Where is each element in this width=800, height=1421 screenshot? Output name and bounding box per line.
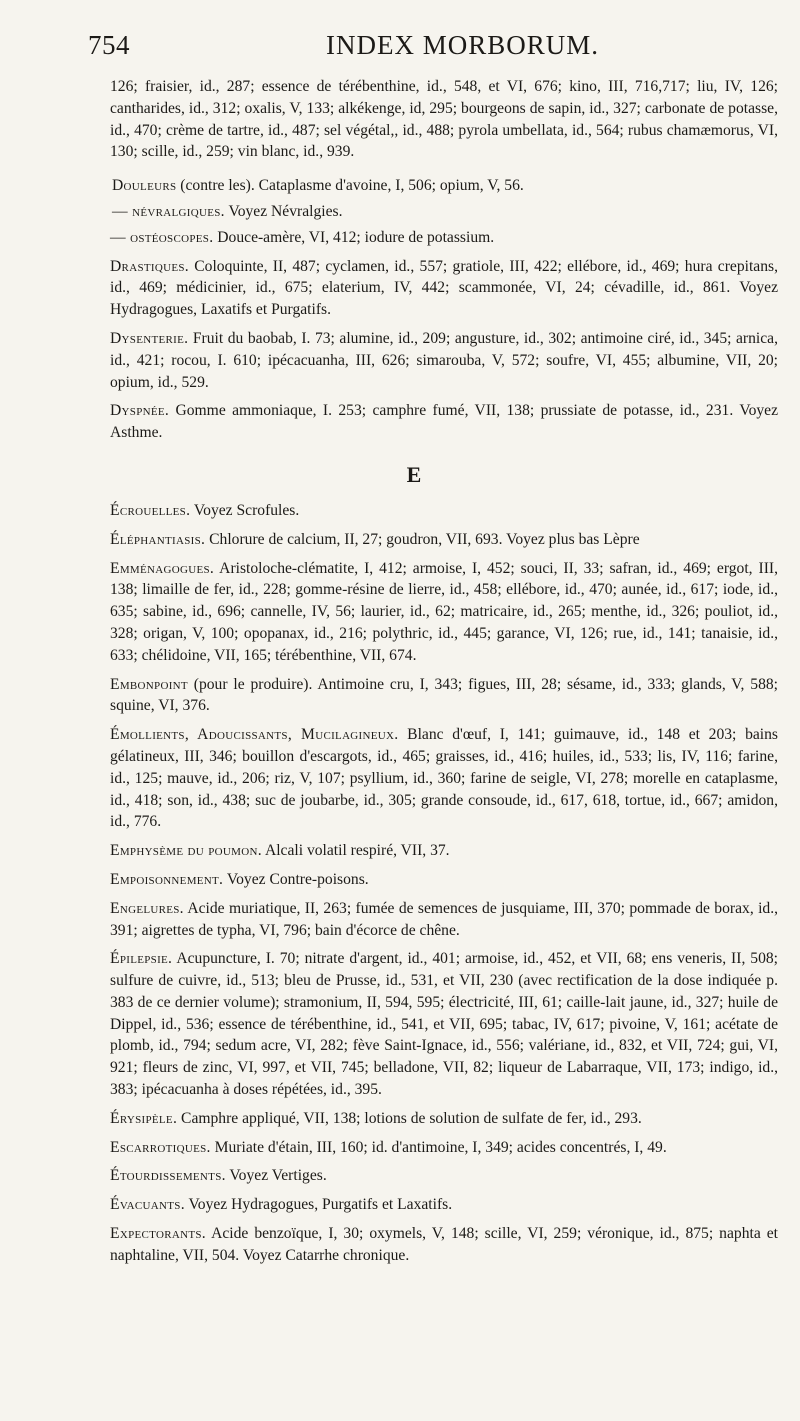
entry-text: Fruit du baobab, I. 73; alumine, id., 209; angusture, id., 302; antimoine ciré, id., 345; arnica, id., 421; rocou, I. 610; ipécacuanha, III, 626; simarouba, V, 572; soufre, VI, 455; albumine, VII, 20; opium, id., 529. bbox=[110, 329, 778, 391]
entry-text: (pour le produire). Antimoine cru, I, 343; figues, III, 28; sésame, id., 333; glands, V, 588; squine, VI, 376. bbox=[110, 675, 778, 715]
entry-text: Gomme ammoniaque, I. 253; camphre fumé, VII, 138; prussiate de potasse, id., 231. Voyez Asthme. bbox=[110, 402, 778, 442]
index-entry bbox=[110, 1194, 778, 1216]
entry-text: Douce-amère, VI, 412; iodure de potassium. bbox=[213, 228, 495, 246]
index-entry: 126; fraisier, id., 287; essence de térébenthine, id., 548, et VI, 676; kino, III, 716,717; liu, IV, 126; cantharides, id., 312; oxalis, V, 133; alkékenge, id, 295; bourgeons de sapin, id., 327; carbonate de potasse, id., 470; crème de tartre, id., 487; sel végétal,, id., 488; pyrola umbellata, id., 564; rubus chamæmorus, VI, 130; scille, id., 259; vin blanc, id., 939. bbox=[110, 78, 778, 161]
entry-heading: Dyspnée. bbox=[110, 402, 170, 420]
entry-text: Blanc d'œuf, I, 141; guimauve, id., 148 et 203; bains gélatineux, III, 346; bouillon d'escargots, id., 465; graisses, id., 416; huiles, id., 533; lis, IV, 116; farine, id., 125; mauve, id., 206; riz, V, 107; psyllium, id., 360; farine de seigle, VI, 278; morelle en cataplasme, id., 418; son, id., 438; suc de joubarbe, id., 305; grande consoude, id., 617, 618, tortue, id., 667; amidon, id., 776. bbox=[110, 726, 778, 831]
index-entry bbox=[110, 500, 778, 522]
index-entry bbox=[110, 840, 778, 862]
entry-heading: Évacuants. bbox=[110, 1196, 185, 1214]
entry-text: Voyez Scrofules. bbox=[190, 501, 300, 519]
entry-heading: — ostéoscopes. bbox=[110, 228, 214, 246]
index-entry bbox=[110, 1223, 778, 1267]
entry-text: Voyez Vertiges. bbox=[225, 1167, 327, 1185]
entry-heading: Expectorants. bbox=[110, 1225, 206, 1243]
entry-text: Coloquinte, II, 487; cyclamen, id., 557; gratiole, III, 422; ellébore, id., 469; hura crepitans, id., 469; médicinier, id., 675; elaterium, IV, 442; scammonée, VI, 24; cévadille, id., 861. Voyez Hydragogues, Laxatifs et Purgatifs. bbox=[110, 257, 778, 319]
entry-text: Aristoloche-clématite, I, 412; armoise, I, 452; souci, II, 33; safran, id., 469; ergot, III, 138; limaille de fer, id., 228; gomme-résine de lierre, id., 458; ellébore, id., 470; aunée, id., 617; iode, id., 635; sabine, id., 696; cannelle, IV, 56; laurier, id., 62; matricaire, id., 265; menthe, id., 326; pouliot, id., 328; origan, V, 100; opopanax, id., 216; polythric, id., 445; garance, VI, 126; rue, id., 141; tanaisie, id., 633; chélidoine, VII, 165; térébenthine, VII, 674. bbox=[110, 559, 778, 664]
entry-text: Voyez Contre-poisons. bbox=[223, 870, 369, 888]
index-entry bbox=[110, 1137, 778, 1159]
entry-text: Voyez Névralgies. bbox=[224, 202, 343, 220]
page-number: 754 bbox=[88, 30, 130, 60]
index-entry bbox=[110, 724, 778, 833]
section-letter: E bbox=[406, 461, 422, 487]
entry-heading: Érysipèle. bbox=[110, 1109, 178, 1127]
entry-heading: Embonpoint bbox=[110, 675, 188, 693]
index-entry bbox=[110, 328, 778, 393]
entry-heading: Douleurs bbox=[112, 177, 177, 195]
entry-heading: Éléphantiasis. bbox=[110, 530, 206, 548]
index-entry bbox=[110, 1108, 778, 1130]
entry-text: Chlorure de calcium, II, 27; goudron, VII, 693. Voyez plus bas Lèpre bbox=[205, 530, 640, 548]
index-entry bbox=[110, 256, 778, 321]
entry-text: Acupuncture, I. 70; nitrate d'argent, id., 401; armoise, id., 452, et VII, 68; ens veneris, II, 508; sulfure de cuivre, id., 513; bleu de Prusse, id., 531, et VII, 230 (avec rectification de la dose indiquée p. 383 de ce dernier volume); stramonium, II, 594, 595; électricité, III, 61; caille-lait jaune, id., 327; huile de Dippel, id., 536; essence de térébenthine, id., 541, et VII, 695; tabac, IV, 617; pivoine, V, 161; acétate de plomb, id., 794; sedum acre, VI, 282; fève Saint-Ignace, id., 556; valériane, id., 832, et VII, 724; gui, VI, 921; fleurs de zinc, VI, 997, et VII, 745; belladone, VII, 82; liqueur de Labarraque, VII, 173; indigo, id., 383; ipécacuanha à doses répétées, id., 395. bbox=[110, 950, 778, 1099]
entry-text: Alcali volatil respiré, VII, 37. bbox=[261, 842, 450, 860]
index-entry bbox=[110, 400, 778, 444]
running-title: INDEX MORBORUM. bbox=[326, 30, 600, 60]
entry-heading: Escarrotiques. bbox=[110, 1138, 211, 1156]
entry-heading: Emménagogues. bbox=[110, 559, 215, 577]
index-entry bbox=[110, 674, 778, 718]
entry-heading: Épilepsie. bbox=[110, 950, 173, 968]
index-entry bbox=[110, 869, 778, 891]
entry-heading: Écrouelles. bbox=[110, 501, 191, 519]
index-entry bbox=[110, 227, 778, 249]
entry-heading: Dysenterie. bbox=[110, 329, 189, 347]
page-header bbox=[88, 30, 778, 72]
entry-heading: Émollients, Adoucissants, Mucilagineux. bbox=[110, 726, 399, 744]
index-entry bbox=[110, 175, 778, 197]
index-entry bbox=[110, 529, 778, 551]
entry-text: Muriate d'étain, III, 160; id. d'antimoine, I, 349; acides concentrés, I, 49. bbox=[210, 1138, 667, 1156]
index-entry bbox=[110, 201, 778, 223]
entry-heading: — névralgiques. bbox=[112, 202, 225, 220]
entry-text: Acide muriatique, II, 263; fumée de semences de jusquiame, III, 370; pommade de borax, id., 391; aigrettes de typha, VI, 796; bain d'écorce de chêne. bbox=[110, 899, 778, 939]
entry-heading: Engelures. bbox=[110, 899, 184, 917]
entry-heading: Étourdissements. bbox=[110, 1167, 226, 1185]
entry-heading: Empoisonnement. bbox=[110, 870, 224, 888]
entry-text: Voyez Hydragogues, Purgatifs et Laxatifs. bbox=[184, 1196, 453, 1214]
index-entry bbox=[110, 558, 778, 667]
index-entry bbox=[110, 1165, 778, 1187]
entry-text: (contre les). Cataplasme d'avoine, I, 506; opium, V, 56. bbox=[176, 177, 524, 195]
entry-text: Acide benzoïque, I, 30; oxymels, V, 148; scille, VI, 259; véronique, id., 875; naphta et naphtaline, VII, 504. Voyez Catarrhe chronique. bbox=[110, 1225, 778, 1264]
entry-text: Camphre appliqué, VII, 138; lotions de solution de sulfate de fer, id., 293. bbox=[177, 1109, 642, 1127]
index-entry bbox=[110, 948, 778, 1101]
entry-heading: Drastiques. bbox=[110, 257, 189, 275]
entry-heading: Emphysème du poumon. bbox=[110, 842, 262, 860]
index-entry bbox=[110, 898, 778, 942]
